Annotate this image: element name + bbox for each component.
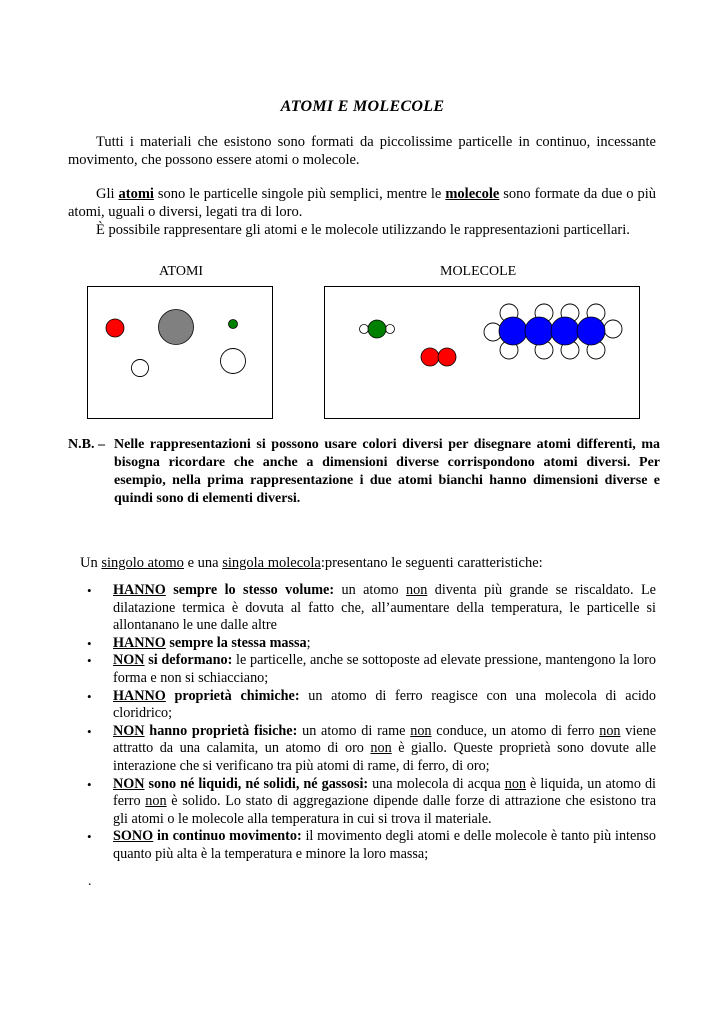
keyword: NON <box>113 775 145 792</box>
nb-body: Nelle rappresentazioni si possono usare colori diversi per disegnare atomi differenti, ma bisogna ricordare che anche a dimensioni diverse corrispondono atomi diversi. Per esempio, nella prima rappresentazione i due atomi bianchi hanno dimensioni diverse e quindi sono di elementi diversi. <box>114 437 660 506</box>
bullet-icon: • <box>87 635 92 651</box>
bullet-icon: • <box>87 723 92 739</box>
molecules-svg <box>325 287 639 418</box>
bold-text: in continuo movimento: <box>153 828 302 845</box>
keyword: HANNO <box>113 687 166 704</box>
list-item <box>84 688 656 723</box>
text: il movimento degli atomi e delle molecole è tanto più intenso quanto più alta è la temperatura e minore la loro massa; <box>113 828 656 862</box>
list-item <box>84 582 656 635</box>
bold-text: proprietà chimiche: <box>165 687 300 704</box>
characteristics-intro <box>80 554 543 572</box>
text: viene attratto da una calamita, un atomo di oro <box>113 722 656 757</box>
characteristics-list <box>84 582 656 864</box>
molecules-label: MOLECOLE <box>440 264 517 279</box>
red-atom <box>421 348 439 366</box>
atoms-svg <box>88 287 272 418</box>
blue-atom <box>577 317 605 345</box>
chain-molecule <box>484 304 622 359</box>
keyword: NON <box>113 652 145 669</box>
definition-paragraph <box>68 185 656 221</box>
blue-atom <box>499 317 527 345</box>
underlined-word: non <box>410 722 432 739</box>
large-white-atom <box>221 349 246 374</box>
list-item <box>84 776 656 829</box>
intro-paragraph: Tutti i materiali che esistono sono formati da piccolissime particelle in continuo, incessante movimento, che possono essere atomi o molecole. <box>68 134 656 168</box>
text: è giallo. Queste proprietà sono dovute alle interazione che si verificano tra più atomi di rame, di ferro, di oro; <box>113 740 657 774</box>
bold-text: sempre lo stesso volume: <box>165 582 335 598</box>
term-atomi: atomi <box>118 186 154 202</box>
blue-atom <box>551 317 579 345</box>
list-item <box>84 635 656 653</box>
underlined-term: singolo atomo <box>101 555 184 571</box>
representation-paragraph: È possibile rappresentare gli atomi e le molecole utilizzando le rappresentazioni particellari. <box>96 222 630 238</box>
text: :presentano le seguenti caratteristiche: <box>320 555 543 571</box>
gray-atom <box>159 310 194 345</box>
bullet-icon: • <box>87 583 92 598</box>
underlined-word: non <box>145 793 167 810</box>
red-atom <box>438 348 456 366</box>
list-item <box>84 723 656 776</box>
bold-text: sono né liquidi, né solidi, né gassosi: <box>144 775 369 792</box>
atoms-label: ATOMI <box>159 264 204 279</box>
text: sono le particelle singole più semplici, mentre le <box>153 186 446 202</box>
bullet-icon: • <box>87 688 92 704</box>
list-item <box>84 652 656 687</box>
text: diventa più grande se riscaldato. Le dilatazione termica è dovuta al fatto che, all’aumentare della temperatura, le particelle si allontanano le une dalle altre <box>113 582 656 634</box>
red-atom <box>106 319 124 337</box>
small-green-atom <box>229 320 238 329</box>
text: una molecola di acqua <box>368 775 505 792</box>
text: è liquida, un atomo di ferro <box>113 775 656 810</box>
trailing-dot: . <box>88 874 92 889</box>
small-white-atom <box>132 360 149 377</box>
term-molecole: molecole <box>445 186 500 202</box>
keyword: HANNO <box>113 582 166 598</box>
underlined-word: non <box>599 722 621 739</box>
text: un atomo di rame <box>297 722 411 739</box>
hydrogen-atom <box>604 320 622 338</box>
hydrogen-atom <box>360 325 369 334</box>
green-atom <box>368 320 386 338</box>
text: conduce, un atomo di ferro <box>431 722 600 739</box>
atoms-diagram <box>87 286 273 419</box>
text: Gli <box>96 186 119 202</box>
text: ; <box>306 634 311 651</box>
list-item <box>84 828 656 863</box>
keyword: SONO <box>113 828 154 845</box>
molecules-diagram <box>324 286 640 419</box>
text: Un <box>80 555 102 571</box>
text: un atomo <box>334 582 407 598</box>
bullet-icon: • <box>87 653 92 669</box>
text: sono formate da due o più atomi, uguali o diversi, legati tra di loro. <box>68 186 656 220</box>
water-molecule <box>360 320 395 338</box>
underlined-word: non <box>406 582 428 598</box>
text: le particelle, anche se sottoposte ad elevate pressione, mantengono la loro forma e non si schiacciano; <box>113 652 656 686</box>
nb-head: N.B. – <box>68 437 105 452</box>
underlined-word: non <box>370 740 392 757</box>
keyword: NON <box>113 722 145 739</box>
oxygen-molecule <box>421 348 456 366</box>
underlined-term: singola molecola <box>222 555 321 571</box>
blue-atom <box>525 317 553 345</box>
bullet-icon: • <box>87 776 92 792</box>
text: un atomo di ferro reagisce con una molecola di acido cloridrico; <box>113 687 656 722</box>
page-title: ATOMI E MOLECOLE <box>280 98 445 115</box>
hydrogen-atom <box>386 325 395 334</box>
text: è solido. Lo stato di aggregazione dipende dalle forze di attrazione che esistono tra gli atomi o le molecole alla temperatura in cui si trova il materiale. <box>113 793 656 827</box>
text: e una <box>183 555 223 571</box>
keyword: HANNO <box>113 634 166 651</box>
bold-text: hanno proprietà fisiche: <box>144 722 298 739</box>
bold-text: sempre la stessa massa <box>165 634 307 651</box>
underlined-word: non <box>504 775 527 792</box>
bold-text: si deformano: <box>144 652 233 669</box>
bullet-icon: • <box>87 829 92 845</box>
